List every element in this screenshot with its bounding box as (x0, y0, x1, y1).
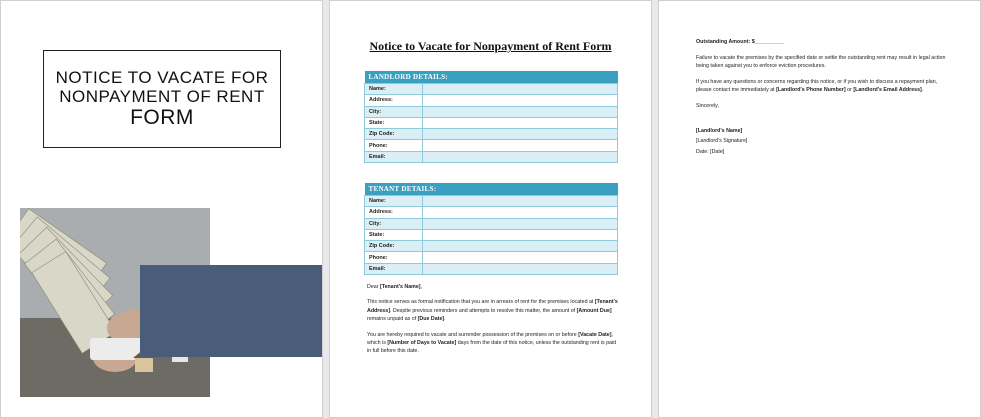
table-row (365, 95, 618, 106)
tenant-zip-field[interactable] (423, 241, 618, 252)
field-label: Address: (365, 95, 423, 106)
table-row (365, 241, 618, 252)
para1-part-a: This notice serves as formal notification that you are in arrears of rent for the premises located at (367, 299, 594, 306)
field-label: Name: (365, 84, 423, 95)
landlord-name-line (696, 127, 946, 136)
para2-text-b: or (847, 87, 852, 94)
table-row (365, 117, 618, 128)
table-row (365, 207, 618, 218)
form-title: Notice to Vacate for Nonpayment of Rent Form (369, 39, 612, 53)
landlord-details-table (364, 71, 618, 163)
table-row (365, 218, 618, 229)
due-date-placeholder: [Due Date] (417, 316, 445, 323)
cover-title-line3: FORM (130, 106, 194, 129)
cover-title-box (43, 50, 281, 148)
landlord-email-field[interactable] (423, 151, 618, 162)
continuation-body (696, 38, 946, 163)
landlord-name-field[interactable] (423, 84, 618, 95)
tenant-address-field[interactable] (423, 207, 618, 218)
arrears-paragraph: This notice serves as formal notification that you are in arrears of rent for the premises located at [Tenant's Address]. Despite previous reminders and attempts to resolve this matter, the amount of [Amount Due] remains unpaid as of [Due Date]. (367, 299, 618, 323)
table-row (365, 196, 618, 207)
landlord-city-field[interactable] (423, 106, 618, 117)
table-row (365, 229, 618, 240)
field-label: Phone: (365, 140, 423, 151)
para2-part-b: , which is (367, 331, 613, 347)
tenant-email-field[interactable] (423, 263, 618, 274)
field-label: Email: (365, 151, 423, 162)
continuation-page (658, 0, 981, 418)
landlord-state-field[interactable] (423, 117, 618, 128)
cover-title (56, 68, 269, 130)
tenant-details-table (364, 183, 618, 275)
tenant-phone-field[interactable] (423, 252, 618, 263)
landlord-phone-field[interactable] (423, 140, 618, 151)
landlord-details-header: LANDLORD DETAILS: (365, 71, 618, 84)
landlord-phone-placeholder: [Landlord's Phone Number] (776, 87, 846, 94)
tenant-state-field[interactable] (423, 229, 618, 240)
amount-due-placeholder: [Amount Due] (576, 307, 612, 314)
contact-paragraph: If you have any questions or concerns regarding this notice, or if you wish to discuss a repayment plan, please contact me immediately at [Landlord's Phone Number] or [Landlord's Email Address]. (696, 78, 938, 94)
table-row (365, 84, 618, 95)
landlord-signature-line: [Landlord's Signature] (696, 138, 748, 145)
letter-body (367, 283, 619, 363)
closing: Sincerely, (696, 102, 719, 109)
vacate-date-placeholder: [Vacate Date] (578, 331, 612, 338)
vacate-paragraph (367, 331, 619, 356)
table-row (365, 140, 618, 151)
field-label: Email: (365, 263, 423, 274)
field-label: State: (365, 229, 423, 240)
tenant-name-field[interactable] (423, 196, 618, 207)
field-label: Zip Code: (365, 241, 423, 252)
tenant-name-placeholder: [Tenant's Name] (379, 284, 421, 290)
date-line: Date: [Date] (696, 148, 725, 155)
landlord-zip-field[interactable] (423, 129, 618, 140)
para2-part-c: days from the date of this notice, unless the outstanding rent is paid in full before this date. (367, 340, 617, 355)
days-to-vacate-placeholder: [Number of Days to Vacate] (387, 340, 457, 347)
legal-action-paragraph: Failure to vacate the premises by the specified date or settle the outstanding rent may result in legal action being taken against you to enforce eviction procedures. (696, 54, 946, 70)
form-page (329, 0, 652, 418)
field-label: Zip Code: (365, 129, 423, 140)
salutation: Dear [Tenant's Name], (367, 284, 423, 290)
field-label: City: (365, 106, 423, 117)
tenant-city-field[interactable] (423, 218, 618, 229)
para2-part-a: You are hereby required to vacate and surrender possession of the premises on or before (367, 331, 577, 338)
table-row (365, 151, 618, 162)
landlord-name-placeholder: [Landlord's Name] (696, 127, 743, 134)
table-row (365, 252, 618, 263)
landlord-address-field[interactable] (423, 95, 618, 106)
outstanding-amount-text: Outstanding Amount: $__________ (696, 39, 785, 45)
cover-title-line2: NONPAYMENT OF RENT (59, 87, 265, 106)
outstanding-amount (696, 38, 946, 47)
table-row (365, 106, 618, 117)
para2-text-a: If you have any questions or concerns regarding this notice, or if you wish to discuss a repayment plan, please contact me immediately at (696, 78, 938, 94)
field-label: Phone: (365, 252, 423, 263)
para1-part-b: . Despite previous reminders and attempts to resolve this matter, the amount of (389, 307, 576, 314)
cover-title-line1: NOTICE TO VACATE FOR (55, 68, 269, 87)
field-label: State: (365, 117, 423, 128)
field-label: Name: (365, 196, 423, 207)
blue-accent-block (140, 265, 323, 357)
field-label: Address: (365, 207, 423, 218)
table-row (365, 263, 618, 274)
cover-page (0, 0, 323, 418)
tenant-details-header: TENANT DETAILS: (365, 183, 618, 196)
tenant-address-placeholder: [Tenant's Address] (367, 299, 618, 314)
landlord-email-placeholder: [Landlord's Email Address] (853, 87, 922, 94)
table-row (365, 129, 618, 140)
salutation-text: Dear (367, 284, 379, 290)
para1-part-c: remains unpaid as of (367, 316, 417, 323)
field-label: City: (365, 218, 423, 229)
